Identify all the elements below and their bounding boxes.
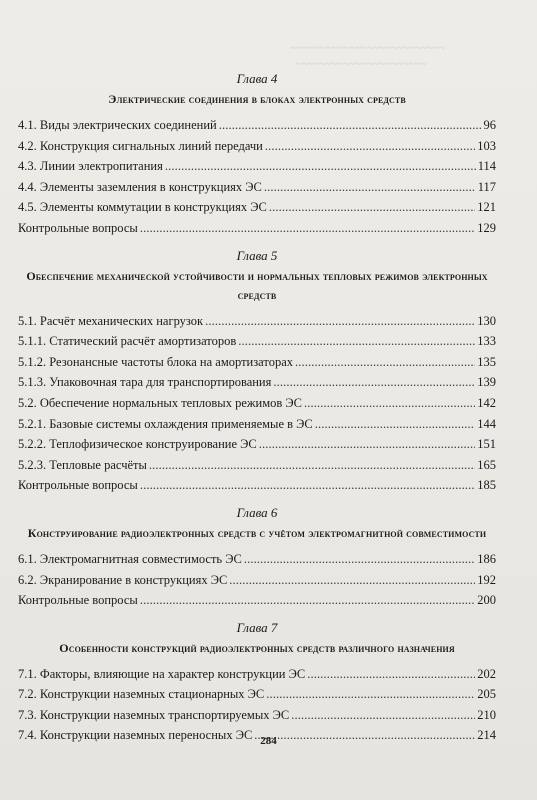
entry-label: 5.2.3. Тепловые расчёты [18, 457, 147, 472]
entry-page: 165 [477, 457, 496, 472]
leader-dots [264, 177, 476, 198]
toc-entry [18, 455, 496, 476]
entry-page: 130 [477, 313, 496, 328]
entry-page: 200 [477, 593, 496, 608]
leader-dots [140, 218, 475, 239]
entry-label: 7.1. Факторы, влияющие на характер конструкции ЭС [18, 666, 306, 681]
toc-entry [18, 311, 496, 332]
chapter-label: Глава 7 [236, 619, 278, 635]
entry-label: 6.2. Экранирование в конструкциях ЭС [18, 572, 228, 587]
entry-page: 139 [477, 375, 496, 390]
chapter-label: Глава 4 [236, 71, 278, 86]
chapter-label: Глава 6 [236, 504, 278, 520]
entry-label: Контрольные вопросы [18, 478, 138, 493]
leader-dots [244, 549, 475, 570]
leader-dots [266, 684, 475, 705]
leader-dots [165, 156, 476, 177]
entry-label: 4.3. Линии электропитания [18, 159, 163, 174]
entry-label: 4.4. Элементы заземления в конструкциях ЭС [18, 179, 262, 194]
entry-page: 117 [477, 179, 496, 194]
entry-page: 185 [477, 478, 496, 493]
entry-label: 5.1. Расчёт механических нагрузок [18, 313, 204, 328]
toc-entry [18, 156, 496, 177]
chapter-label: Глава 5 [236, 247, 278, 263]
entry-label: 5.2. Обеспечение нормальных тепловых режимов ЭС [18, 395, 302, 410]
leader-dots [307, 664, 475, 685]
entry-page: 214 [477, 728, 496, 743]
entry-label: 5.1.3. Упаковочная тара для транспортирования [18, 375, 272, 390]
bleed-through-text: ~~~~~~~~~~~~~~~~~~~~~~~~~~ ~~~~~~~~~~~~~~~~~~~~~~ [290, 42, 445, 70]
table-of-contents [18, 62, 496, 746]
chapter-block [18, 502, 496, 611]
toc-entry [18, 549, 496, 570]
chapter-title: Обеспечение механической устойчивости и нормальных тепловых режимов электронных средств [26, 268, 488, 302]
entry-label: 5.1.1. Статический расчёт амортизаторов [18, 334, 237, 349]
entry-page: 121 [477, 200, 496, 215]
toc-entry [18, 590, 496, 611]
entry-page: 129 [477, 220, 496, 235]
entry-page: 192 [477, 572, 496, 587]
entry-label: 7.4. Конструкции наземных переносных ЭС [18, 728, 253, 743]
entry-page: 151 [477, 437, 496, 452]
entry-label: 5.2.2. Теплофизическое конструирование ЭС [18, 437, 257, 452]
toc-entry [18, 684, 496, 705]
toc-entry [18, 475, 496, 496]
toc-entry [18, 331, 496, 352]
entry-page: 202 [477, 666, 496, 681]
toc-entry [18, 705, 496, 726]
entry-label: 7.2. Конструкции наземных стационарных ЭС [18, 687, 265, 702]
entry-label: 5.2.1. Базовые системы охлаждения применяемые в ЭС [18, 416, 313, 431]
leader-dots [291, 705, 475, 726]
entry-page: 205 [477, 687, 496, 702]
chapter-title: Конструирование радиоэлектронных средств с учётом электромагнитной совместимости [27, 525, 487, 540]
entry-label: 7.3. Конструкции наземных транспортируемых ЭС [18, 707, 290, 722]
leader-dots [295, 352, 475, 373]
leader-dots [273, 372, 475, 393]
toc-entry [18, 570, 496, 591]
leader-dots [149, 455, 475, 476]
entry-label: 4.5. Элементы коммутации в конструкциях ЭС [18, 200, 267, 215]
leader-dots [315, 414, 476, 435]
toc-entry [18, 372, 496, 393]
entry-label: 4.2. Конструкция сигнальных линий передачи [18, 138, 263, 153]
toc-entry [18, 218, 496, 239]
chapter-block [18, 245, 496, 496]
entry-page: 142 [477, 395, 496, 410]
toc-entry [18, 664, 496, 685]
entry-label: 6.1. Электромагнитная совместимость ЭС [18, 551, 242, 566]
entry-page: 144 [477, 416, 496, 431]
toc-entry [18, 414, 496, 435]
chapter-title: Особенности конструкций радиоэлектронных средств различного назначения [59, 640, 455, 655]
entry-page: 133 [477, 334, 496, 349]
entry-page: 135 [477, 354, 496, 369]
leader-dots [265, 136, 475, 157]
entry-label: Контрольные вопросы [18, 220, 138, 235]
toc-entry [18, 434, 496, 455]
chapter-block [18, 68, 496, 239]
leader-dots [229, 570, 475, 591]
leader-dots [219, 115, 482, 136]
toc-entry [18, 197, 496, 218]
toc-entry [18, 352, 496, 373]
leader-dots [304, 393, 475, 414]
leader-dots [205, 311, 475, 332]
toc-entry [18, 177, 496, 198]
entry-label: 5.1.2. Резонансные частоты блока на амортизаторах [18, 354, 293, 369]
leader-dots [140, 590, 475, 611]
toc-entry [18, 115, 496, 136]
leader-dots [140, 475, 475, 496]
toc-entry [18, 393, 496, 414]
entry-page: 186 [477, 551, 496, 566]
entry-page: 103 [477, 138, 496, 153]
entry-page: 210 [477, 707, 496, 722]
toc-entry [18, 136, 496, 157]
entry-label: Контрольные вопросы [18, 593, 138, 608]
leader-dots [259, 434, 475, 455]
chapter-block [18, 617, 496, 746]
leader-dots [269, 197, 475, 218]
entry-label: 4.1. Виды электрических соединений [18, 118, 217, 132]
leader-dots [238, 331, 475, 352]
entry-page: 114 [477, 159, 496, 174]
page-number: 284 [260, 735, 277, 747]
chapter-title: Электрические соединения в блоках электронных средств [108, 92, 406, 106]
entry-page: 96 [483, 118, 496, 132]
